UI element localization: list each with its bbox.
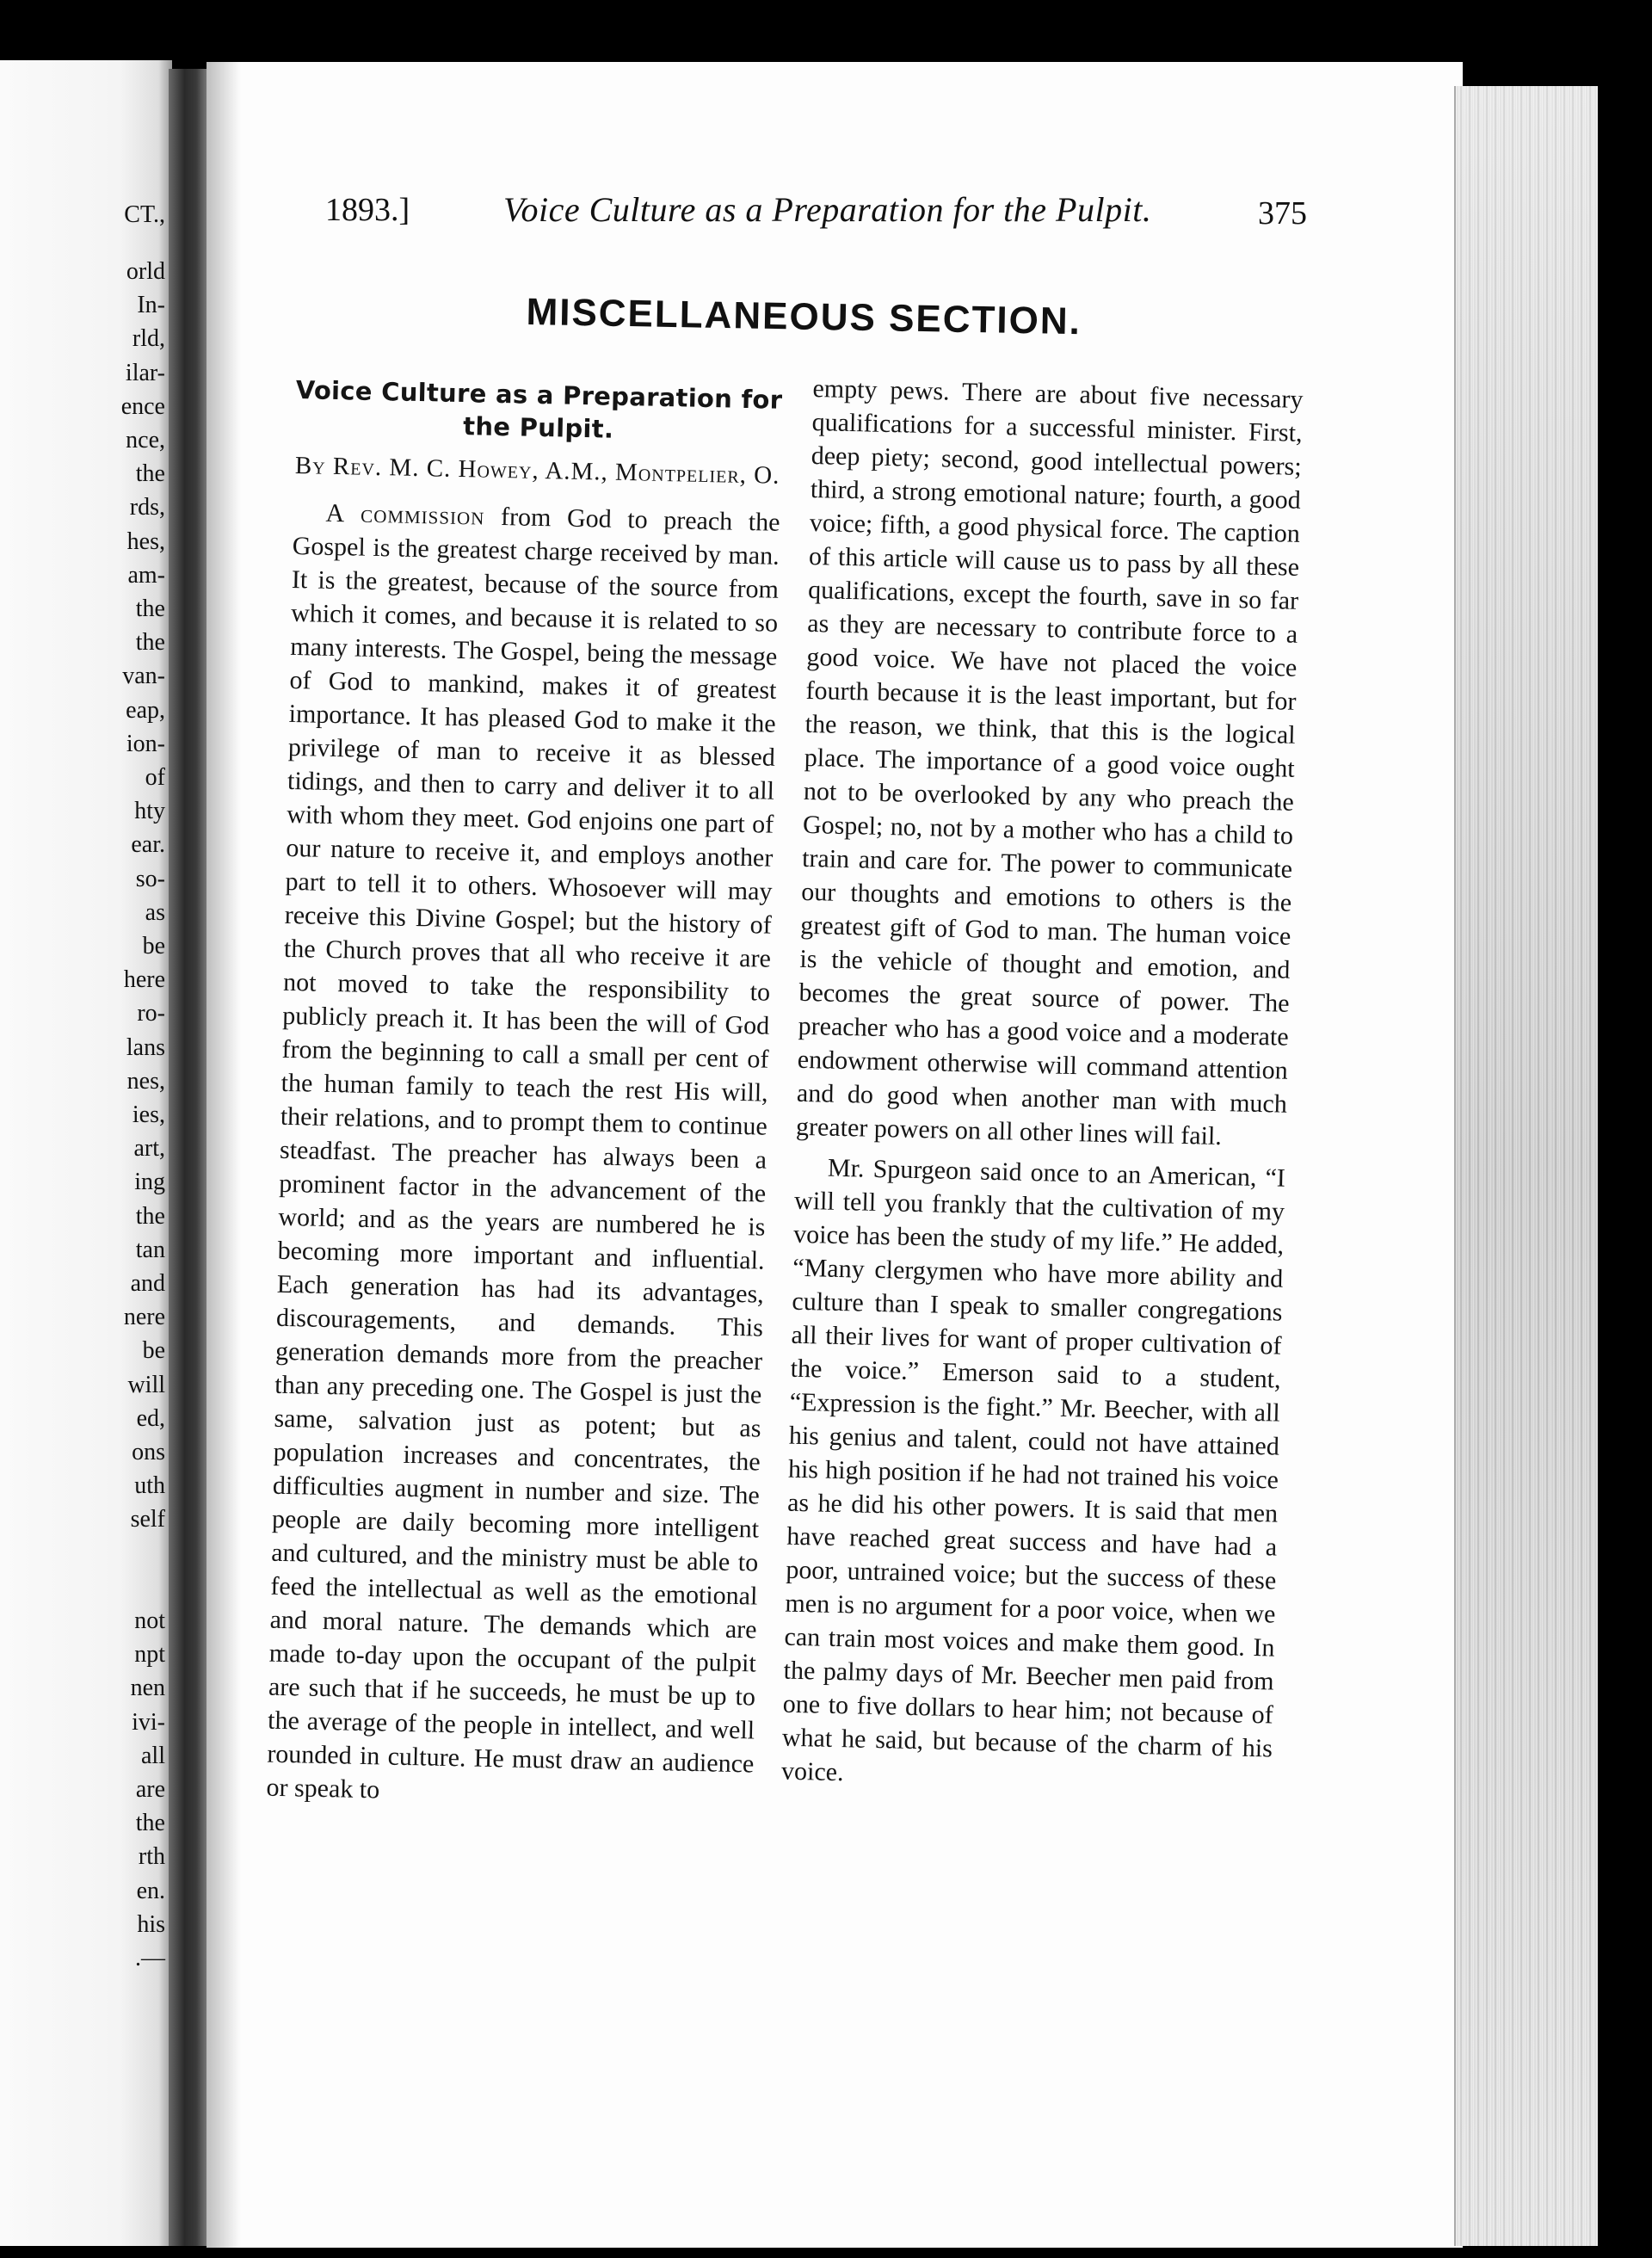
left-page-fragment: orld <box>126 258 165 285</box>
left-page-fragment: van- <box>122 663 165 690</box>
left-page-fragment: here <box>123 966 165 994</box>
left-page-fragment: and <box>130 1270 165 1297</box>
page-number: 375 <box>1258 195 1307 231</box>
left-page-fragment: will <box>127 1371 165 1398</box>
section-title: MISCELLANEOUS SECTION. <box>526 291 1082 343</box>
left-page-fragment: npt <box>134 1641 165 1669</box>
article-paragraph: Mr. Spurgeon said once to an American, “I will tell you frankly that the cultivation of my voice has been the study of my life.” He added, “Many clergymen who have more ability and culture than I speak to smaller congregations all their lives for want of proper cultivation of the voice.” Emerson said to a student, “Expression is the fight.” Mr. Beecher, with all his genius and talent, could not have attained his high position if he had not trained his voice as he did his other powers. It is said that men have reached great success and have had a poor, untrained voice; but the success of these men is no argument for a poor voice, when we can train most voices and make them good. In the palmy days of Mr. Beecher men paid from one to five dollars to hear him; not because of what he said, but because of the charm of his voice. <box>780 1153 1286 1787</box>
left-page-fragment: ence <box>120 392 165 420</box>
left-page-fragment: hes, <box>126 527 165 555</box>
left-page-fragment: uth <box>134 1472 165 1500</box>
left-page-fragment: art, <box>133 1135 165 1163</box>
left-facing-page <box>0 60 172 2246</box>
left-page-fragment: the <box>135 460 165 488</box>
left-page-fragment: ons <box>132 1439 165 1465</box>
left-page-fragment: be <box>142 1337 165 1365</box>
left-page-fragment: ear. <box>131 831 165 859</box>
article-column-2 <box>781 372 1304 1799</box>
article-title: Voice Culture as a Preparation for the Pulpit. <box>295 375 783 444</box>
left-page-fragment: .— <box>135 1945 165 1971</box>
left-page-fragment: rth <box>138 1843 165 1871</box>
left-page-fragment: of <box>145 764 165 791</box>
left-page-fragment: ion- <box>126 730 165 757</box>
running-head-title: Voice Culture as a Preparation for the Pulpit. <box>503 190 1152 229</box>
left-page-fragment: lans <box>126 1033 165 1061</box>
left-page-fragment: CT., <box>124 201 165 228</box>
left-page-fragment: hty <box>134 798 165 825</box>
left-page-fragment: not <box>134 1607 165 1634</box>
left-page-fragment: nes, <box>126 1067 165 1095</box>
book-gutter <box>169 69 208 2246</box>
left-page-fragment: as <box>145 898 165 926</box>
left-page-fragment: his <box>137 1910 165 1938</box>
article-paragraph <box>266 496 780 1815</box>
left-page-fragment: are <box>135 1776 165 1803</box>
lead-smallcaps: A commission <box>325 498 485 531</box>
left-page-fragment: ilar- <box>125 359 165 386</box>
running-head <box>0 191 1652 243</box>
left-page-fragment: ivi- <box>132 1708 165 1736</box>
left-page-fragment: In- <box>137 292 165 319</box>
left-page-fragment: self <box>130 1506 165 1533</box>
left-page-fragment: nen <box>130 1675 165 1702</box>
left-page-fragment: en. <box>136 1877 165 1904</box>
page-fold-shadow <box>206 62 241 2248</box>
left-page-fragment: the <box>135 629 165 657</box>
paragraph-text: from God to preach the Gospel is the greatest charge received by man. It is the greatest, because of the source from which it comes, and because it is related to so many interests. The Gospel, being the message of God to mankind, makes it of greatest importance. It has pleased God to make it the privilege of man to receive it as blessed tidings, and then to carry and deliver it to all with whom they meet. God enjoins one part of our nature to receive it, and employs another part to tell it to others. Whosoever will may receive this Divine Gospel; but the history of the Church proves that all who receive it are not moved to take the responsibility to publicly preach it. It has been the will of God from the beginning to call a small per cent of the human family to teach the rest His will, their relations, and to prompt them to continue steadfast. The preacher has always been a prominent factor in the advancement of the world; and as the years are numbered he is becoming more important and influential. Each generation has had its advantages, discouragements, and demands. This generation demands more from the preacher than any preceding one. The Gospel is just the same, salvation just as potent; but as population increases and concentrates, the difficulties augment in number and size. The people are daily becoming more intelligent and cultured, and the ministry must be able to feed the intellectual as well as the emotional and moral nature. The demands which are made to-day upon the occupant of the pulpit are such that if he succeeds, he must be up to the average of the people in intellect, and well rounded in culture. He must draw an audience or speak to <box>266 502 780 1805</box>
article-byline: By Rev. M. C. Howey, A.M., Montpelier, O. <box>294 452 780 490</box>
left-page-fragment: eap, <box>126 696 165 724</box>
left-page-fragment: ro- <box>137 1000 165 1027</box>
left-page-fragment: so- <box>135 865 165 892</box>
page-edges <box>1454 86 1598 2246</box>
left-page-fragment: tan <box>135 1236 165 1263</box>
left-page-fragment: rds, <box>129 494 165 521</box>
left-page-fragment: ed, <box>136 1404 165 1432</box>
left-page-fragment: be <box>142 933 165 959</box>
left-page-fragment: the <box>135 595 165 622</box>
left-page-fragment: nere <box>123 1304 165 1331</box>
left-page-fragment: all <box>141 1742 165 1769</box>
left-page-fragment: the <box>135 1810 165 1837</box>
left-page-fragment: ing <box>134 1169 165 1196</box>
left-page-fragment: rld, <box>132 325 165 353</box>
left-page-fragment: ies, <box>132 1101 165 1128</box>
running-head-year: 1893.] <box>325 192 410 228</box>
left-page-fragment: the <box>135 1202 165 1230</box>
article-column-1 <box>266 373 783 1814</box>
left-page-fragment: nce, <box>126 427 165 453</box>
article-paragraph: empty pews. There are about five necessary qualifications for a successful minister. First, deep piety; second, good intellectual powers; third, a strong emotional nature; fourth, a good voice; fifth, a good physical force. The caption of this article will cause us to pass by all these qualifications, except the fourth, save in so far as they are necessary to contribute force to a good voice. We have not placed the voice fourth because it is the least important, but for the reason, we think, that this is the logical place. The importance of a good voice ought not to be overlooked by any who preach the Gospel; no, not by a mother who has a child to train and care for. The power to communicate our thoughts and emotions to others is the greatest gift of God to man. The human voice is the vehicle of thought and emotion, and becomes the great source of power. The preacher who has a good voice and a moderate endowment otherwise will command attention and do good when another man with much greater powers on all other lines will fail. <box>795 373 1304 1151</box>
left-page-fragment: am- <box>127 561 165 589</box>
